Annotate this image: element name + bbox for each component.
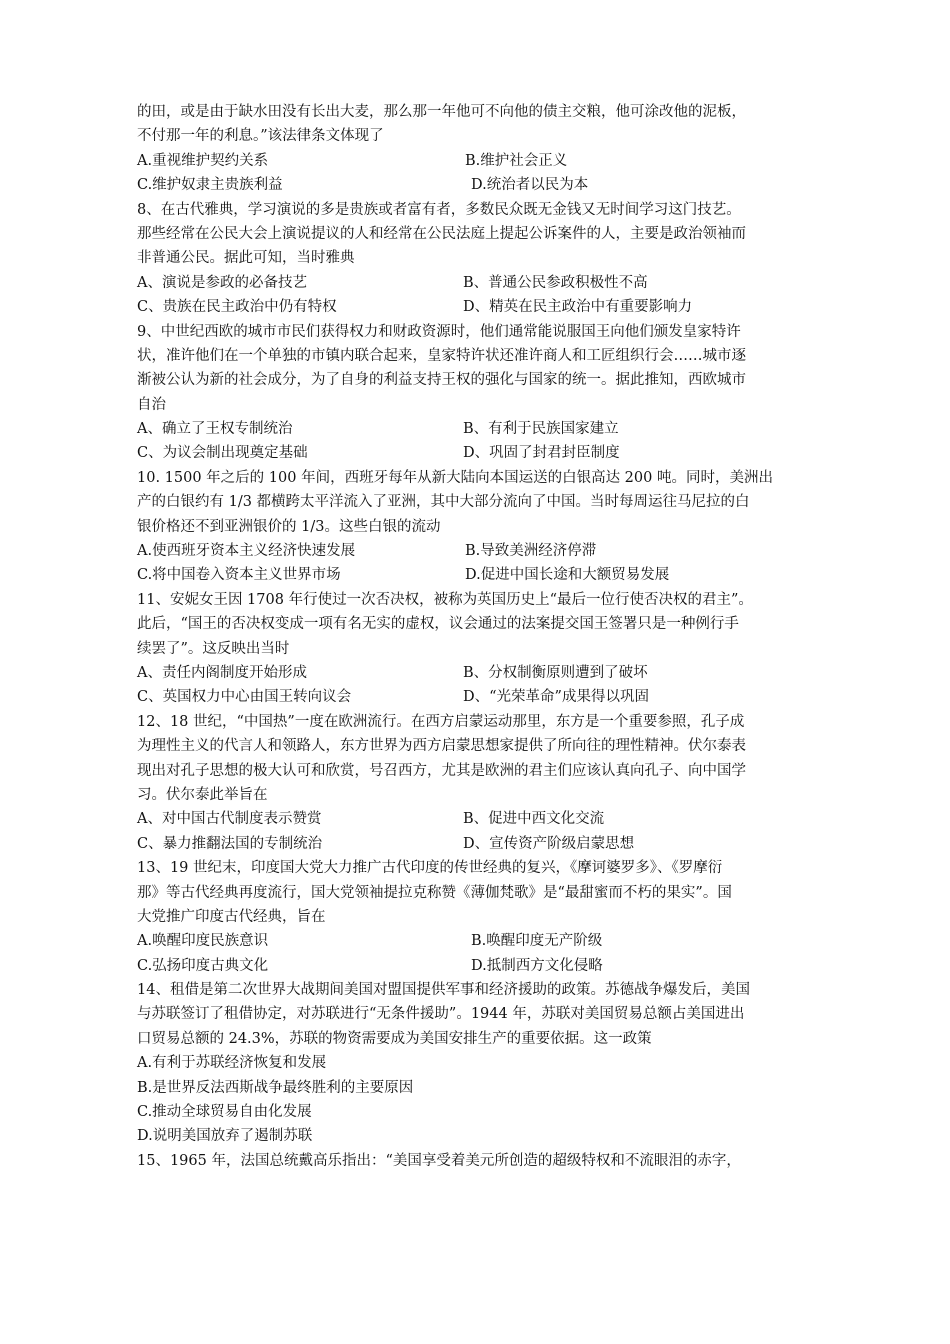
options-row — [137, 832, 817, 856]
option-c: C、英国权力中心由国王转向议会 — [137, 689, 352, 706]
options-row — [137, 954, 817, 978]
question-11-stem-line: 续罢了”。这反映出当时 — [137, 640, 290, 657]
question-9-stem-line: 状，准许他们在一个单独的市镇内联合起来，皇家特许状还准许商人和工匠组织行会……城市逐 — [137, 347, 746, 364]
question-11-stem-line: 此后，“国王的否决权变成一项有名无实的虚权，议会通过的法案提交国王签署只是一种例行手 — [137, 616, 739, 633]
question-9-stem-line: 自治 — [137, 396, 166, 413]
option-c: C.维护奴隶主贵族利益 — [137, 177, 283, 194]
question-8 — [137, 198, 817, 320]
option-d: D.促进中国长途和大额贸易发展 — [465, 567, 670, 584]
option-a: A、演说是参政的必备技艺 — [137, 274, 307, 291]
question-7-stem-line: 的田，或是由于缺水田没有长出大麦，那么那一年他可不向他的债主交粮，他可涂改他的泥板， — [137, 104, 746, 120]
option-b: B.是世界反法西斯战争最终胜利的主要原因 — [137, 1079, 414, 1096]
options-row — [137, 929, 817, 953]
options-row — [137, 295, 817, 319]
question-9-stem-line: 9、中世纪西欧的城市市民们获得权力和财政资源时，他们通常能说服国王向他们颁发皇家特许 — [137, 323, 741, 340]
question-12-stem-line: 12、18 世纪，“中国热”一度在欧洲流行。在西方启蒙运动那里，东方是一个重要参照，孔子成 — [137, 713, 745, 730]
options-row — [137, 807, 817, 831]
options-row — [137, 149, 817, 173]
question-15-stem-line: 15、1965 年，法国总统戴高乐指出：“美国享受着美元所创造的超级特权和不流眼泪的赤字， — [137, 1152, 741, 1169]
question-8-stem-line: 非普通公民。据此可知，当时雅典 — [137, 250, 355, 267]
option-d: D.说明美国放弃了遏制苏联 — [137, 1128, 313, 1145]
option-a: A.有利于苏联经济恢复和发展 — [137, 1055, 327, 1072]
question-9 — [137, 320, 817, 466]
option-d: D、巩固了封君封臣制度 — [463, 445, 620, 462]
question-10 — [137, 466, 817, 588]
option-c: C.将中国卷入资本主义世界市场 — [137, 567, 341, 584]
question-14-stem-line: 与苏联签订了租借协定，对苏联进行“无条件援助”。1944 年，苏联对美国贸易总额占美国进出 — [137, 1006, 745, 1023]
option-c: C、贵族在民主政治中仍有特权 — [137, 299, 337, 316]
option-b: B、普通公民参政积极性不高 — [463, 274, 648, 291]
option-a: A、对中国古代制度表示赞赏 — [137, 811, 322, 828]
option-a: A.重视维护契约关系 — [137, 152, 269, 169]
question-10-stem-line: 10. 1500 年之后的 100 年间，西班牙每年从新大陆向本国运送的白银高达 200 吨。同时，美洲出 — [137, 469, 773, 486]
question-10-stem-line: 产的白银约有 1/3 都横跨太平洋流入了亚洲，其中大部分流向了中国。当时每周运往马尼拉的白 — [137, 494, 750, 511]
exam-content — [137, 100, 817, 1173]
option-a: A、确立了王权专制统治 — [137, 421, 293, 438]
question-12 — [137, 710, 817, 856]
option-b: B、促进中西文化交流 — [463, 811, 605, 828]
question-7 — [137, 100, 817, 198]
question-14 — [137, 978, 817, 1149]
options-row — [137, 417, 817, 441]
question-13-stem-line: 那》等古代经典再度流行，国大党领袖提拉克称赞《薄伽梵歌》是“最甜蜜而不朽的果实”。国 — [137, 884, 732, 901]
option-b: B.维护社会正义 — [465, 152, 568, 169]
question-13-stem-line: 大党推广印度古代经典，旨在 — [137, 908, 326, 925]
options-row — [137, 441, 817, 465]
option-b: B.导致美洲经济停滞 — [465, 543, 597, 560]
options-row — [137, 661, 817, 685]
option-c: C.推动全球贸易自由化发展 — [137, 1104, 312, 1121]
option-d: D、宣传资产阶级启蒙思想 — [463, 835, 635, 852]
option-b: B.唤醒印度无产阶级 — [471, 933, 603, 950]
options-row — [137, 271, 817, 295]
option-c: C、为议会制出现奠定基础 — [137, 445, 308, 462]
question-10-stem-line: 银价格还不到亚洲银价的 1/3。这些白银的流动 — [137, 518, 441, 535]
option-d: D.统治者以民为本 — [471, 177, 589, 194]
question-8-stem-line: 那些经常在公民大会上演说提议的人和经常在公民法庭上提起公诉案件的人，主要是政治领袖而 — [137, 225, 746, 242]
option-a: A.唤醒印度民族意识 — [137, 933, 269, 950]
question-11 — [137, 588, 817, 710]
options-row — [137, 563, 817, 587]
question-8-stem-line: 8、在古代雅典，学习演说的多是贵族或者富有者，多数民众既无金钱又无时间学习这门技艺。 — [137, 201, 741, 218]
question-7-stem-line: 不付那一年的利息。”该法律条文体现了 — [137, 128, 384, 145]
options-row — [137, 173, 817, 197]
option-a: A、责任内阁制度开始形成 — [137, 664, 307, 681]
question-13 — [137, 856, 817, 978]
options-row — [137, 685, 817, 709]
question-15 — [137, 1149, 817, 1173]
option-c: C、暴力推翻法国的专制统治 — [137, 835, 323, 852]
option-b: B、分权制衡原则遭到了破坏 — [463, 664, 648, 681]
question-12-stem-line: 现出对孔子思想的极大认可和欣赏，号召西方，尤其是欧洲的君主们应该认真向孔子、向中国学 — [137, 762, 746, 779]
question-9-stem-line: 渐被公认为新的社会成分，为了自身的利益支持王权的强化与国家的统一。据此推知，西欧城市 — [137, 372, 746, 389]
option-d: D.抵制西方文化侵略 — [471, 957, 603, 974]
option-d: D、“光荣革命”成果得以巩固 — [463, 689, 649, 706]
option-b: B、有利于民族国家建立 — [463, 421, 619, 438]
question-11-stem-line: 11、安妮女王因 1708 年行使过一次否决权，被称为英国历史上“最后一位行使否决权的君主”。 — [137, 591, 753, 608]
question-14-stem-line: 14、租借是第二次世界大战期间美国对盟国提供军事和经济援助的政策。苏德战争爆发后，美国 — [137, 982, 750, 999]
question-12-stem-line: 为理性主义的代言人和领路人，东方世界为西方启蒙思想家提供了所向往的理性精神。伏尔泰表 — [137, 738, 746, 755]
option-a: A.使西班牙资本主义经济快速发展 — [137, 543, 356, 560]
question-14-stem-line: 口贸易总额的 24.3%，苏联的物资需要成为美国安排生产的重要依据。这一政策 — [137, 1030, 652, 1047]
question-12-stem-line: 习。伏尔泰此举旨在 — [137, 786, 268, 803]
question-13-stem-line: 13、19 世纪末，印度国大党大力推广古代印度的传世经典的复兴，《摩诃婆罗多》、《罗摩衍 — [137, 860, 723, 877]
options-row — [137, 539, 817, 563]
option-d: D、精英在民主政治中有重要影响力 — [463, 299, 693, 316]
option-c: C.弘扬印度古典文化 — [137, 957, 269, 974]
